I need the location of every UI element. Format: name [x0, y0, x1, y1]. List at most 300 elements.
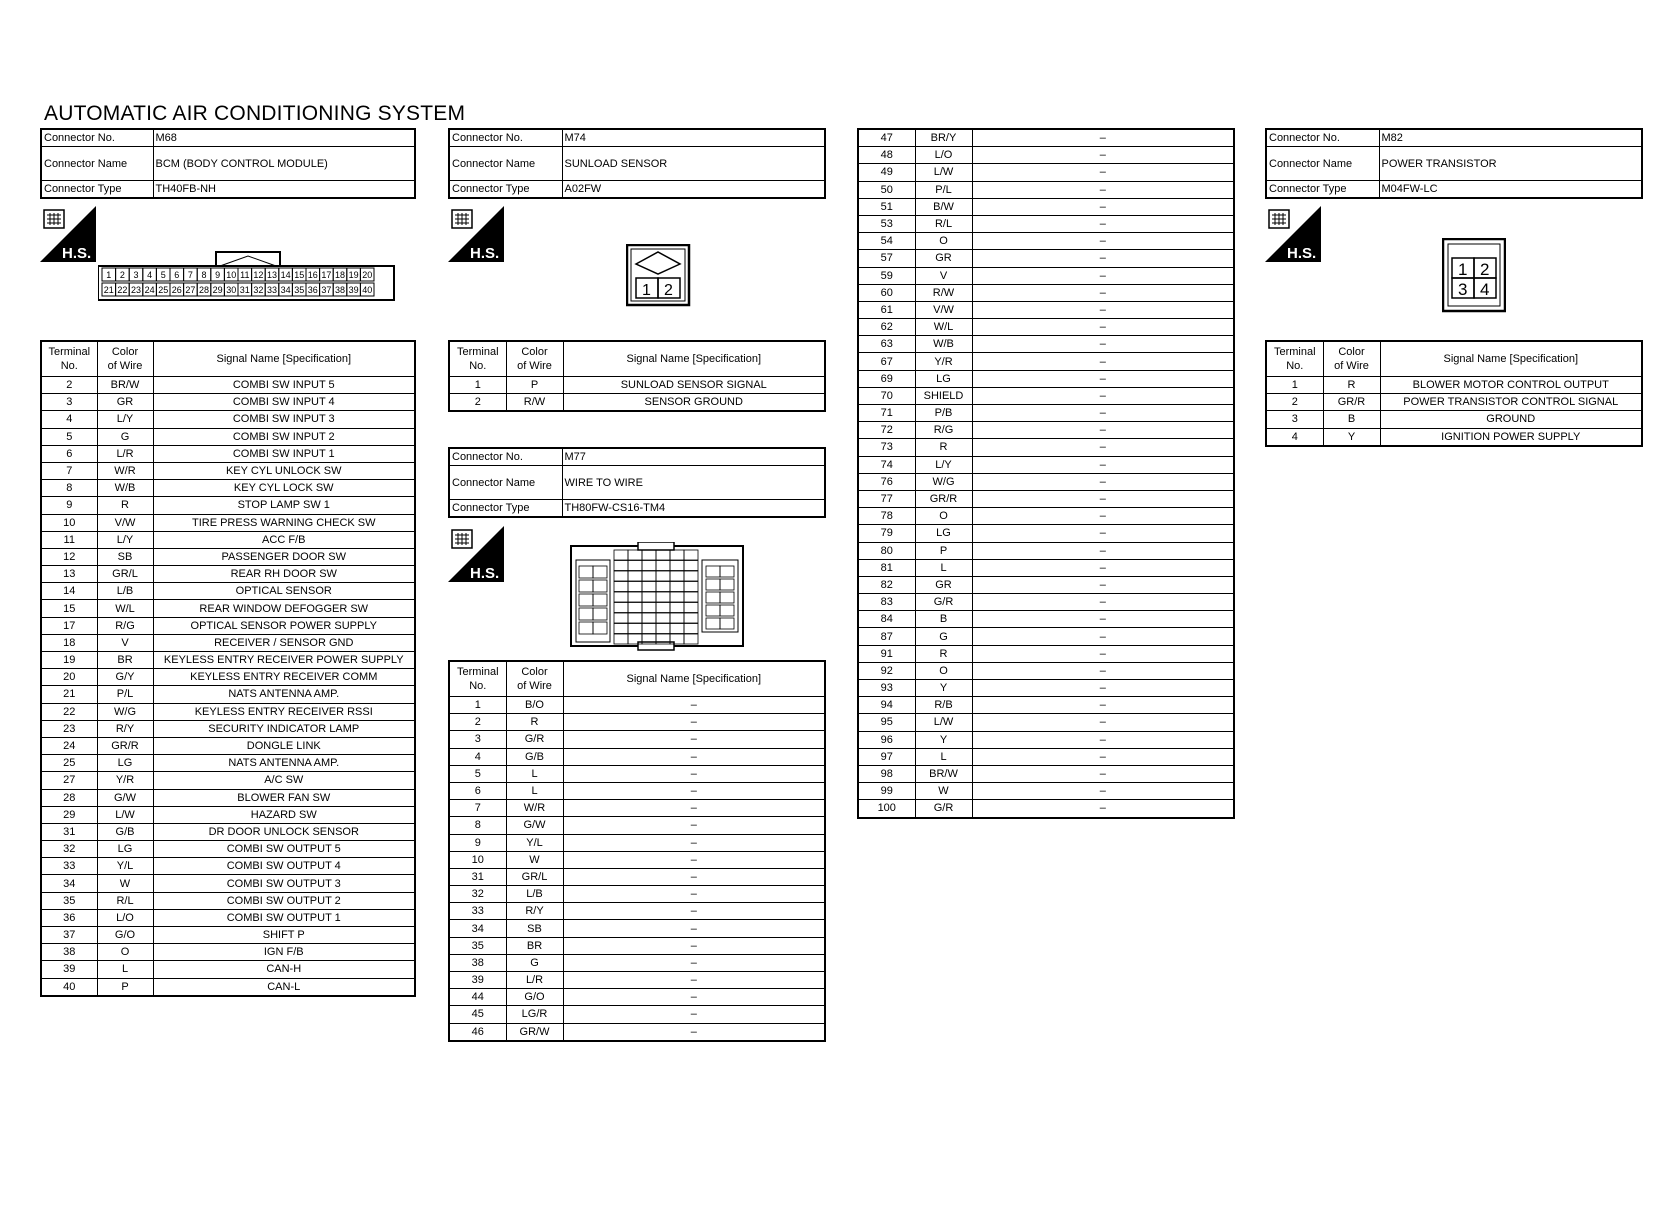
m77-pin-cavity: [684, 603, 698, 613]
m68-pin: 21: [103, 285, 114, 295]
table-row: [858, 697, 1234, 714]
m77-pin-cavity: [642, 561, 656, 571]
terminal-no-cell: 67: [858, 353, 915, 370]
m68-pin: 39: [348, 285, 359, 295]
signal-name-cell: IGNITION POWER SUPPLY: [1380, 428, 1642, 446]
wire-color-cell: V: [97, 634, 153, 651]
signal-name-cell: –: [563, 886, 825, 903]
m77-pin-cavity: [642, 582, 656, 592]
signal-name-cell: BLOWER MOTOR CONTROL OUTPUT: [1380, 377, 1642, 394]
wire-color-cell: L/W: [915, 164, 972, 181]
wire-color-cell: W: [506, 851, 563, 868]
hs-icon: [1265, 206, 1321, 262]
terminal-no-cell: 4: [449, 748, 506, 765]
table-row: [858, 559, 1234, 576]
table-row: [41, 927, 415, 944]
signal-name-cell: CAN-L: [153, 978, 415, 996]
m68-pin: 20: [362, 270, 373, 280]
table-row: [858, 405, 1234, 422]
wire-color-cell: GR: [915, 250, 972, 267]
m68-pin: 36: [307, 285, 318, 295]
signal-name-cell: SUNLOAD SENSOR SIGNAL: [563, 377, 825, 394]
wire-color-cell: R/L: [915, 215, 972, 232]
connector-name-label: Connector Name: [449, 466, 562, 500]
wire-color-cell: G/R: [915, 800, 972, 818]
signal-name-cell: –: [563, 731, 825, 748]
terminal-no-cell: 7: [449, 800, 506, 817]
table-row: [1266, 411, 1642, 428]
m77-info-table: [448, 447, 826, 518]
wire-color-cell: W/B: [97, 480, 153, 497]
color-header: Color of Wire: [1323, 341, 1380, 377]
signal-name-cell: –: [972, 765, 1234, 782]
wire-color-cell: L/Y: [915, 456, 972, 473]
connector-no-label: Connector No.: [41, 129, 153, 147]
m68-pin: 37: [321, 285, 332, 295]
m77-pin-cavity: [593, 622, 607, 634]
terminal-no-cell: 76: [858, 473, 915, 490]
m77-pin-cavity: [656, 613, 670, 623]
terminal-no-cell: 45: [449, 1006, 506, 1023]
m82-connector-name: POWER TRANSISTOR: [1379, 147, 1642, 181]
terminal-no-cell: 91: [858, 645, 915, 662]
wire-color-cell: L/O: [97, 909, 153, 926]
signal-name-cell: –: [972, 731, 1234, 748]
m77-pin-cavity: [628, 613, 642, 623]
m74-terminal-table: [448, 340, 826, 412]
table-row: [449, 697, 825, 714]
signal-name-cell: DONGLE LINK: [153, 737, 415, 754]
terminal-no-cell: 100: [858, 800, 915, 818]
signal-name-cell: KEYLESS ENTRY RECEIVER RSSI: [153, 703, 415, 720]
table-row: [858, 473, 1234, 490]
wire-color-cell: G/R: [915, 594, 972, 611]
color-header: Color of Wire: [97, 341, 153, 377]
m74-connector-type: A02FW: [562, 181, 825, 199]
terminal-no-cell: 54: [858, 233, 915, 250]
table-row: [858, 748, 1234, 765]
wire-color-cell: P: [97, 978, 153, 996]
m77-pin-cavity: [579, 622, 593, 634]
terminal-no-cell: 6: [41, 445, 97, 462]
m68-pin: 18: [334, 270, 346, 280]
connector-name-label: Connector Name: [41, 147, 153, 181]
signal-name-cell: –: [972, 181, 1234, 198]
table-row: [449, 731, 825, 748]
terminal-no-cell: 34: [41, 875, 97, 892]
m68-pin: 34: [280, 285, 291, 295]
signal-name-cell: –: [972, 129, 1234, 147]
m68-pin: 17: [321, 270, 332, 280]
table-row: [41, 703, 415, 720]
wire-color-cell: G/O: [97, 927, 153, 944]
terminal-no-cell: 18: [41, 634, 97, 651]
table-row: [449, 800, 825, 817]
signal-name-cell: CAN-H: [153, 961, 415, 978]
signal-name-cell: SECURITY INDICATOR LAMP: [153, 720, 415, 737]
table-row: [41, 961, 415, 978]
table-row: [449, 886, 825, 903]
signal-name-cell: –: [563, 697, 825, 714]
terminal-no-cell: 6: [449, 782, 506, 799]
m68-pin: 3: [133, 270, 139, 280]
wire-color-cell: G/B: [506, 748, 563, 765]
m82-connector-type: M04FW-LC: [1379, 181, 1642, 199]
m77-pin-cavity: [579, 566, 593, 578]
table-row: [449, 782, 825, 799]
signal-name-cell: –: [563, 954, 825, 971]
table-row: [858, 594, 1234, 611]
terminal-no-cell: 63: [858, 336, 915, 353]
m77-pin-cavity: [670, 550, 684, 560]
signal-name-cell: –: [972, 473, 1234, 490]
wire-color-cell: W: [915, 783, 972, 800]
terminal-no-cell: 10: [449, 851, 506, 868]
m68-pin: 14: [280, 270, 291, 280]
m77-pin-cavity: [579, 608, 593, 620]
terminal-no-cell: 44: [449, 989, 506, 1006]
m77-pin-cavity: [670, 592, 684, 602]
wire-color-cell: R: [915, 645, 972, 662]
signal-name-cell: COMBI SW OUTPUT 5: [153, 841, 415, 858]
signal-name-cell: NATS ANTENNA AMP.: [153, 755, 415, 772]
terminal-no-cell: 82: [858, 576, 915, 593]
m77-pin-cavity: [684, 550, 698, 560]
wire-color-cell: O: [915, 508, 972, 525]
m68-pin: 29: [212, 285, 223, 295]
wire-color-cell: W: [97, 875, 153, 892]
signal-name-cell: KEY CYL LOCK SW: [153, 480, 415, 497]
signal-name-cell: –: [563, 989, 825, 1006]
m68-terminal-section: [40, 340, 416, 997]
terminal-no-cell: 37: [41, 927, 97, 944]
m77-pin-cavity: [670, 603, 684, 613]
m82-connector-diagram: [1442, 238, 1506, 319]
m68-pin: 33: [266, 285, 278, 295]
terminal-no-cell: 24: [41, 737, 97, 754]
wire-color-cell: G: [97, 428, 153, 445]
table-row: [449, 989, 825, 1006]
m68-connector-no: M68: [153, 129, 415, 147]
table-row: [41, 652, 415, 669]
wire-color-cell: R/G: [97, 617, 153, 634]
table-row: [41, 772, 415, 789]
m68-pin: 28: [198, 285, 210, 295]
signal-name-cell: –: [972, 748, 1234, 765]
table-row: [449, 377, 825, 394]
m77-pin-cavity: [684, 582, 698, 592]
signal-name-cell: –: [972, 542, 1234, 559]
terminal-no-cell: 2: [449, 394, 506, 412]
terminal-no-cell: 74: [858, 456, 915, 473]
m68-pin: 22: [117, 285, 128, 295]
wire-color-cell: G: [506, 954, 563, 971]
signal-name-cell: –: [972, 783, 1234, 800]
signal-name-cell: TIRE PRESS WARNING CHECK SW: [153, 514, 415, 531]
signal-name-cell: –: [972, 387, 1234, 404]
terminal-no-cell: 33: [449, 903, 506, 920]
terminal-no-cell: 39: [41, 961, 97, 978]
table-row: [1266, 428, 1642, 446]
signal-name-cell: –: [972, 233, 1234, 250]
wire-color-cell: Y/R: [915, 353, 972, 370]
table-row: [41, 411, 415, 428]
table-row: [858, 611, 1234, 628]
m77-pin-cavity: [614, 571, 628, 581]
table-row: [449, 714, 825, 731]
table-row: [858, 714, 1234, 731]
m77-pin-cavity: [670, 571, 684, 581]
table-row: [449, 394, 825, 412]
signal-header: Signal Name [Specification]: [1380, 341, 1642, 377]
signal-name-cell: –: [972, 594, 1234, 611]
svg-text:H.S.: H.S.: [1287, 245, 1317, 262]
wire-color-cell: LG: [97, 841, 153, 858]
wire-color-cell: R: [506, 714, 563, 731]
table-row: [858, 147, 1234, 164]
m77-terminal-section: [448, 660, 826, 1042]
terminal-no-cell: 97: [858, 748, 915, 765]
wire-color-cell: B: [1323, 411, 1380, 428]
m77-pin-cavity: [628, 624, 642, 634]
table-row: [858, 284, 1234, 301]
terminal-no-cell: 47: [858, 129, 915, 147]
signal-name-cell: A/C SW: [153, 772, 415, 789]
terminal-no-cell: 39: [449, 972, 506, 989]
terminal-no-cell: 34: [449, 920, 506, 937]
terminal-no-cell: 8: [449, 817, 506, 834]
m74-info-table: [448, 128, 826, 199]
table-row: [858, 267, 1234, 284]
wire-color-cell: P: [506, 377, 563, 394]
table-row: [41, 480, 415, 497]
terminal-no-header: Terminal No.: [449, 661, 506, 697]
terminal-no-cell: 79: [858, 525, 915, 542]
signal-name-cell: POWER TRANSISTOR CONTROL SIGNAL: [1380, 394, 1642, 411]
table-row: [1266, 394, 1642, 411]
terminal-no-cell: 32: [449, 886, 506, 903]
wire-color-cell: O: [915, 662, 972, 679]
m77-pin-cavity: [628, 592, 642, 602]
signal-name-cell: COMBI SW INPUT 2: [153, 428, 415, 445]
table-row: [41, 875, 415, 892]
table-row: [41, 394, 415, 411]
table-row: [41, 978, 415, 996]
terminal-no-cell: 28: [41, 789, 97, 806]
signal-name-cell: COMBI SW INPUT 5: [153, 377, 415, 394]
m77-pin-cavity: [706, 605, 720, 616]
m68-pin: 31: [239, 285, 250, 295]
terminal-no-cell: 11: [41, 531, 97, 548]
wire-color-cell: Y: [1323, 428, 1380, 446]
table-row: [449, 868, 825, 885]
m77-pin-cavity: [579, 580, 593, 592]
wire-color-cell: L/W: [97, 806, 153, 823]
signal-name-cell: SHIFT P: [153, 927, 415, 944]
m68-pin: 15: [294, 270, 305, 280]
hs-icon: [448, 206, 504, 262]
wire-color-cell: Y/L: [506, 834, 563, 851]
terminal-no-cell: 14: [41, 583, 97, 600]
wire-color-cell: P/B: [915, 405, 972, 422]
terminal-no-cell: 73: [858, 439, 915, 456]
terminal-no-cell: 23: [41, 720, 97, 737]
wire-color-cell: BR/Y: [915, 129, 972, 147]
table-row: [41, 806, 415, 823]
signal-name-cell: –: [972, 147, 1234, 164]
table-row: [858, 628, 1234, 645]
wire-color-cell: BR: [506, 937, 563, 954]
table-row: [858, 765, 1234, 782]
table-row: [858, 783, 1234, 800]
table-row: [858, 645, 1234, 662]
signal-name-cell: –: [563, 1006, 825, 1023]
terminal-no-cell: 95: [858, 714, 915, 731]
signal-name-cell: HAZARD SW: [153, 806, 415, 823]
terminal-no-cell: 69: [858, 370, 915, 387]
svg-text:H.S.: H.S.: [470, 245, 500, 262]
m77-pin-cavity: [614, 634, 628, 644]
terminal-no-cell: 2: [41, 377, 97, 394]
wire-color-cell: R: [915, 439, 972, 456]
wire-color-cell: L/O: [915, 147, 972, 164]
terminal-no-cell: 1: [449, 697, 506, 714]
m68-pin: 27: [185, 285, 196, 295]
terminal-no-cell: 40: [41, 978, 97, 996]
m77-pin-cavity: [720, 592, 734, 603]
table-row: [858, 490, 1234, 507]
m68-pin: 35: [294, 285, 305, 295]
wire-color-cell: LG: [915, 370, 972, 387]
connector-no-label: Connector No.: [449, 129, 562, 147]
terminal-no-cell: 21: [41, 686, 97, 703]
wire-color-cell: G/Y: [97, 669, 153, 686]
table-row: [41, 462, 415, 479]
table-row: [858, 370, 1234, 387]
m77-pin-cavity: [628, 571, 642, 581]
table-row: [858, 508, 1234, 525]
m77-pin-cavity: [614, 603, 628, 613]
table-row: [858, 198, 1234, 215]
terminal-no-cell: 35: [41, 892, 97, 909]
table-row: [449, 1023, 825, 1041]
terminal-no-cell: 31: [41, 823, 97, 840]
table-row: [449, 748, 825, 765]
wire-color-cell: Y: [915, 731, 972, 748]
terminal-no-cell: 48: [858, 147, 915, 164]
wire-color-cell: L/B: [506, 886, 563, 903]
terminal-no-cell: 22: [41, 703, 97, 720]
wire-color-cell: L: [506, 765, 563, 782]
m82-section: [1265, 128, 1643, 199]
signal-name-cell: –: [563, 851, 825, 868]
table-row: [858, 731, 1234, 748]
signal-name-cell: –: [972, 697, 1234, 714]
terminal-no-cell: 5: [41, 428, 97, 445]
table-row: [858, 576, 1234, 593]
terminal-no-cell: 13: [41, 566, 97, 583]
terminal-no-cell: 81: [858, 559, 915, 576]
m77-pin-cavity: [628, 550, 642, 560]
wire-color-cell: R/Y: [97, 720, 153, 737]
signal-name-cell: –: [563, 800, 825, 817]
m77-pin-cavity: [720, 579, 734, 590]
m82-pin: 2: [1480, 260, 1490, 279]
wire-color-cell: P/L: [97, 686, 153, 703]
m68-pin: 8: [201, 270, 207, 280]
wire-color-cell: GR: [97, 394, 153, 411]
terminal-no-cell: 46: [449, 1023, 506, 1041]
terminal-no-cell: 29: [41, 806, 97, 823]
color-header: Color of Wire: [506, 341, 563, 377]
wire-color-cell: Y/L: [97, 858, 153, 875]
signal-name-cell: IGN F/B: [153, 944, 415, 961]
wire-color-cell: B/W: [915, 198, 972, 215]
m77-pin-cavity: [656, 561, 670, 571]
m82-pin: 4: [1480, 280, 1490, 299]
m77-pin-cavity: [614, 582, 628, 592]
terminal-no-cell: 80: [858, 542, 915, 559]
m77-section: [448, 447, 826, 518]
m77-pin-cavity: [593, 608, 607, 620]
m77-pin-cavity: [656, 624, 670, 634]
signal-name-cell: KEYLESS ENTRY RECEIVER POWER SUPPLY: [153, 652, 415, 669]
wire-color-cell: L/R: [506, 972, 563, 989]
signal-name-cell: –: [563, 782, 825, 799]
m74-connector-no: M74: [562, 129, 825, 147]
signal-name-cell: –: [972, 645, 1234, 662]
wire-color-cell: BR: [97, 652, 153, 669]
m77-pin-cavity: [684, 624, 698, 634]
m77-pin-cavity: [720, 566, 734, 577]
terminal-no-cell: 49: [858, 164, 915, 181]
table-row: [858, 250, 1234, 267]
m77-pin-cavity: [579, 594, 593, 606]
wire-color-cell: W/R: [97, 462, 153, 479]
signal-name-cell: STOP LAMP SW 1: [153, 497, 415, 514]
signal-name-cell: –: [972, 559, 1234, 576]
table-row: [41, 737, 415, 754]
m77-pin-cavity: [656, 603, 670, 613]
signal-name-cell: –: [972, 680, 1234, 697]
terminal-no-cell: 3: [449, 731, 506, 748]
m68-pin: 19: [348, 270, 359, 280]
m82-connector-no: M82: [1379, 129, 1642, 147]
hs-icon: [40, 206, 96, 262]
table-row: [858, 129, 1234, 147]
signal-name-cell: –: [972, 508, 1234, 525]
signal-name-cell: –: [972, 714, 1234, 731]
m68-pin: 13: [266, 270, 278, 280]
signal-name-cell: –: [972, 439, 1234, 456]
table-row: [41, 634, 415, 651]
wire-color-cell: R/W: [506, 394, 563, 412]
m77-pin-cavity: [684, 592, 698, 602]
signal-name-cell: –: [972, 267, 1234, 284]
signal-name-cell: –: [972, 422, 1234, 439]
table-row: [41, 841, 415, 858]
wire-color-cell: R/W: [915, 284, 972, 301]
terminal-no-cell: 1: [1266, 377, 1323, 394]
m77-pin-cavity: [656, 550, 670, 560]
signal-name-cell: –: [972, 164, 1234, 181]
m68-pin: 10: [226, 270, 237, 280]
m77-connector-no: M77: [562, 448, 825, 466]
signal-name-cell: SENSOR GROUND: [563, 394, 825, 412]
table-row: [41, 755, 415, 772]
terminal-no-cell: 3: [1266, 411, 1323, 428]
m77-terminal-table-continued: [857, 128, 1235, 819]
